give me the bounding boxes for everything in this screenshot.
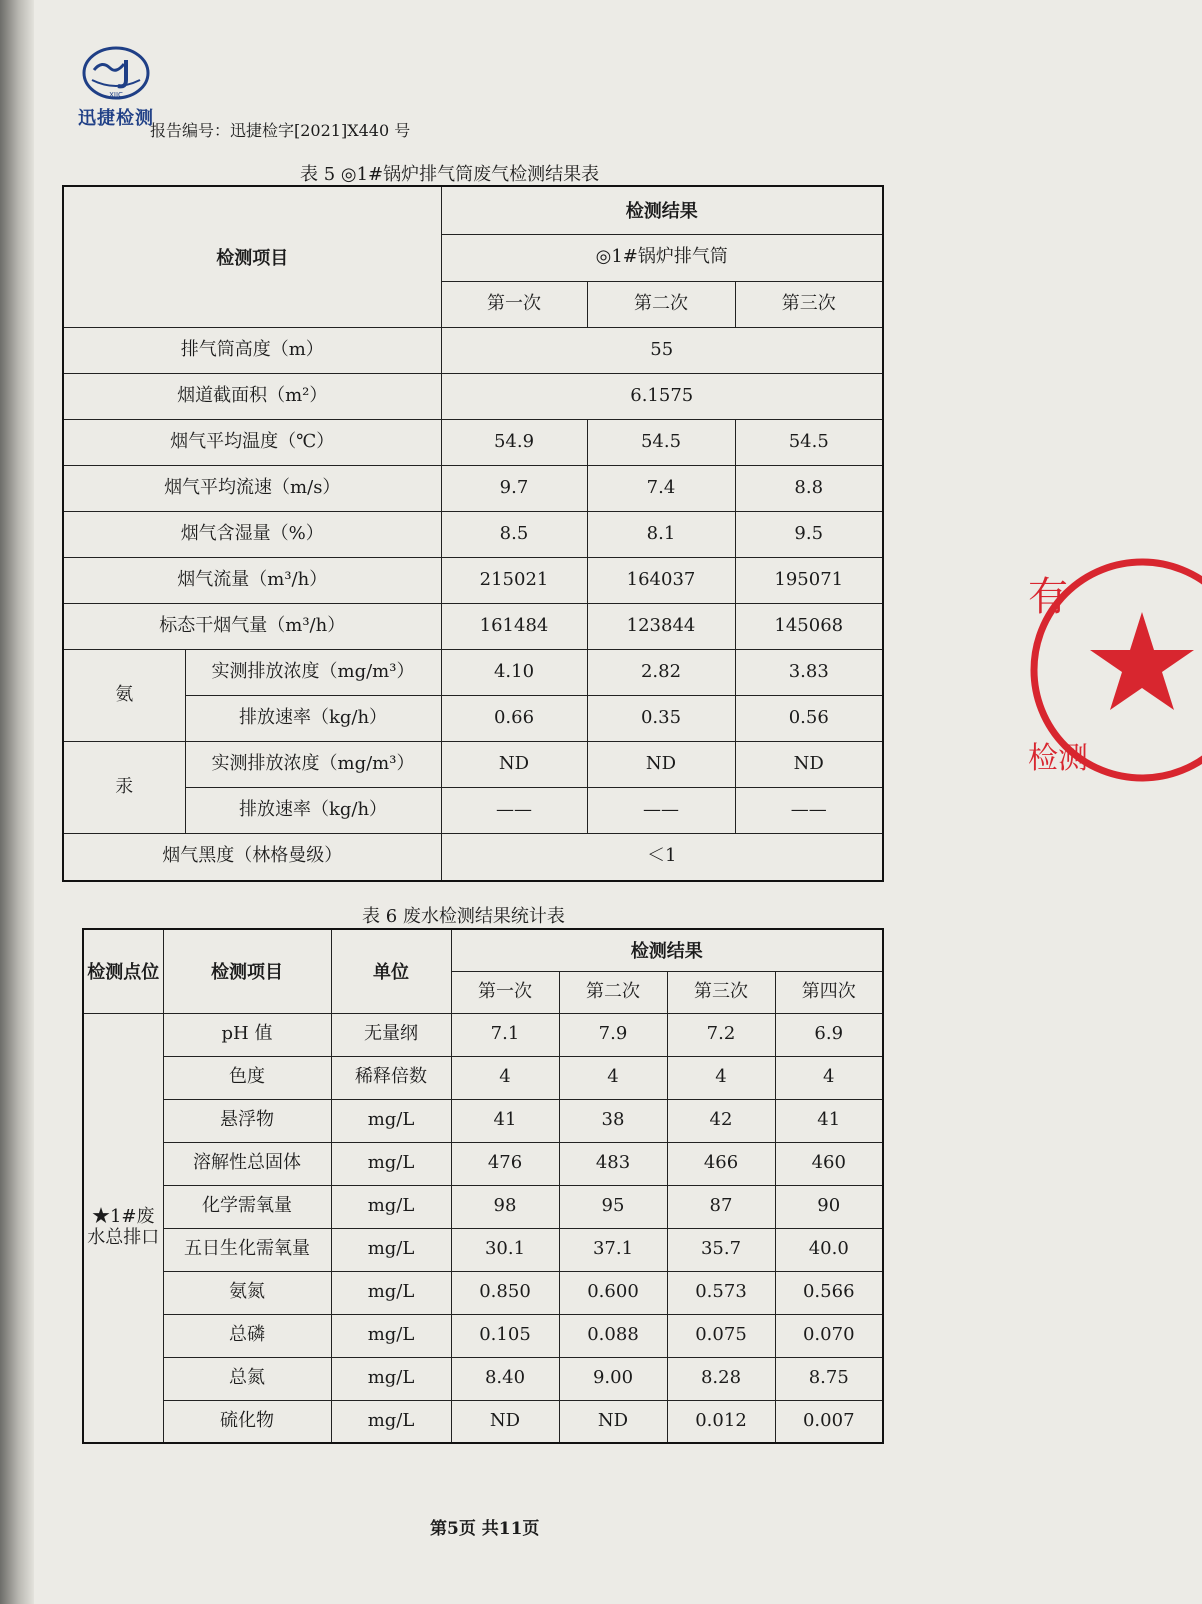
t6-run-3: 第三次 [667,971,775,1013]
t5-run-2: 第二次 [587,281,735,327]
t5-cell: 0.56 [735,695,883,741]
t6-cell: 30.1 [451,1228,559,1271]
t6-cell: 38 [559,1099,667,1142]
t5-cell: —— [441,787,587,833]
t6-cell: 90 [775,1185,883,1228]
t6-run-1: 第一次 [451,971,559,1013]
t5-cell: 0.35 [587,695,735,741]
t6-cell: 35.7 [667,1228,775,1271]
t6-cell: 8.28 [667,1357,775,1400]
t5-cell: 145068 [735,603,883,649]
t5-cell: 8.5 [441,511,587,557]
t5-cell: 7.4 [587,465,735,511]
t6-header-item: 检测项目 [163,929,331,1013]
t6-cell: 0.088 [559,1314,667,1357]
book-binding-shadow [0,0,34,1604]
t6-cell: 37.1 [559,1228,667,1271]
t6-cell: 466 [667,1142,775,1185]
t6-header-results: 检测结果 [451,929,883,971]
t5-row-label: 实测排放浓度（mg/m³） [185,649,441,695]
t5-cell: 123844 [587,603,735,649]
t5-cell: —— [735,787,883,833]
t5-cell: 2.82 [587,649,735,695]
t5-group-mercury: 汞 [63,741,185,833]
t6-cell: 0.850 [451,1271,559,1314]
svg-text:检测: 检测 [1028,741,1088,776]
t6-item: 总氮 [163,1357,331,1400]
page-number: 第5页 共11页 [430,1519,540,1539]
t6-cell: ND [559,1400,667,1443]
t6-item: pH 值 [163,1013,331,1056]
t6-cell: 0.573 [667,1271,775,1314]
t6-cell: 4 [559,1056,667,1099]
t6-cell: 6.9 [775,1013,883,1056]
t5-group-ammonia: 氨 [63,649,185,741]
t6-item: 五日生化需氧量 [163,1228,331,1271]
t6-cell: 4 [775,1056,883,1099]
t6-item: 化学需氧量 [163,1185,331,1228]
t5-row-label: 排放速率（kg/h） [185,787,441,833]
t5-merged-value: 6.1575 [441,373,883,419]
t6-cell: 42 [667,1099,775,1142]
t5-row-label: 烟气流量（m³/h） [63,557,441,603]
t6-unit: mg/L [331,1099,451,1142]
t6-cell: ND [451,1400,559,1443]
t5-cell: ND [587,741,735,787]
t6-cell: 0.070 [775,1314,883,1357]
t6-unit: mg/L [331,1185,451,1228]
t6-cell: 476 [451,1142,559,1185]
t5-row-label: 烟气黑度（林格曼级） [63,833,441,881]
t6-cell: 4 [667,1056,775,1099]
t6-item: 色度 [163,1056,331,1099]
t6-unit: mg/L [331,1314,451,1357]
t5-cell: 161484 [441,603,587,649]
svg-text:有: 有 [1028,574,1068,620]
t5-cell: ND [735,741,883,787]
t6-item: 总磷 [163,1314,331,1357]
t6-unit: 无量纲 [331,1013,451,1056]
logo-text: 迅捷检测 [78,108,154,129]
t5-cell: 54.5 [735,419,883,465]
t5-cell: 3.83 [735,649,883,695]
t5-cell: 8.8 [735,465,883,511]
t6-cell: 40.0 [775,1228,883,1271]
t6-cell: 8.40 [451,1357,559,1400]
t6-cell: 0.012 [667,1400,775,1443]
t5-cell: 195071 [735,557,883,603]
t5-cell: —— [587,787,735,833]
t6-item: 溶解性总固体 [163,1142,331,1185]
t5-row-label: 标态干烟气量（m³/h） [63,603,441,649]
t6-cell: 8.75 [775,1357,883,1400]
report-number: 报告编号：迅捷检字[2021]X440 号 [150,121,411,140]
t6-cell: 41 [775,1099,883,1142]
t6-cell: 483 [559,1142,667,1185]
t5-cell: 164037 [587,557,735,603]
table6-caption: 表 6 废水检测结果统计表 [362,906,565,927]
t5-merged-value: 55 [441,327,883,373]
t5-cell: ND [441,741,587,787]
t6-cell: 4 [451,1056,559,1099]
t6-cell: 460 [775,1142,883,1185]
t6-cell: 95 [559,1185,667,1228]
exhaust-gas-results-table [62,185,884,882]
t5-merged-value: ＜1 [441,833,883,881]
t6-unit: mg/L [331,1271,451,1314]
wastewater-results-table [82,928,884,1444]
t6-cell: 87 [667,1185,775,1228]
t5-row-label: 排气筒高度（m） [63,327,441,373]
t5-row-label: 烟气平均温度（℃） [63,419,441,465]
t5-cell: 8.1 [587,511,735,557]
t6-header-point: 检测点位 [83,929,163,1013]
t5-cell: 0.66 [441,695,587,741]
t6-header-unit: 单位 [331,929,451,1013]
t6-unit: mg/L [331,1228,451,1271]
t5-cell: 54.5 [587,419,735,465]
t5-cell: 215021 [441,557,587,603]
t5-cell: 54.9 [441,419,587,465]
t6-unit: mg/L [331,1357,451,1400]
t5-cell: 9.7 [441,465,587,511]
t6-cell: 7.1 [451,1013,559,1056]
t6-cell: 9.00 [559,1357,667,1400]
t6-point-name: ★1#废水总排口 [83,1013,163,1443]
t6-cell: 41 [451,1099,559,1142]
t5-row-label: 烟气含湿量（%） [63,511,441,557]
t5-header-results: 检测结果 [441,186,883,234]
t6-unit: 稀释倍数 [331,1056,451,1099]
t6-cell: 0.566 [775,1271,883,1314]
t6-cell: 98 [451,1185,559,1228]
t5-header-point: ◎1#锅炉排气筒 [441,234,883,281]
t5-row-label: 实测排放浓度（mg/m³） [185,741,441,787]
t6-cell: 0.007 [775,1400,883,1443]
t6-run-4: 第四次 [775,971,883,1013]
t5-row-label: 排放速率（kg/h） [185,695,441,741]
t5-run-1: 第一次 [441,281,587,327]
t6-cell: 0.075 [667,1314,775,1357]
table5-caption: 表 5 ◎1#锅炉排气筒废气检测结果表 [300,164,600,185]
t5-cell: 4.10 [441,649,587,695]
svg-text:XJJC: XJJC [109,91,123,99]
t6-cell: 0.105 [451,1314,559,1357]
t5-row-label: 烟道截面积（m²） [63,373,441,419]
t6-cell: 0.600 [559,1271,667,1314]
t6-cell: 7.9 [559,1013,667,1056]
t6-item: 氨氮 [163,1271,331,1314]
t6-item: 硫化物 [163,1400,331,1443]
t6-unit: mg/L [331,1400,451,1443]
t5-run-3: 第三次 [735,281,883,327]
t5-cell: 9.5 [735,511,883,557]
t6-item: 悬浮物 [163,1099,331,1142]
red-seal-stamp [1022,540,1088,800]
t6-run-2: 第二次 [559,971,667,1013]
t5-row-label: 烟气平均流速（m/s） [63,465,441,511]
t6-unit: mg/L [331,1142,451,1185]
t6-cell: 7.2 [667,1013,775,1056]
t5-header-item: 检测项目 [63,186,441,327]
